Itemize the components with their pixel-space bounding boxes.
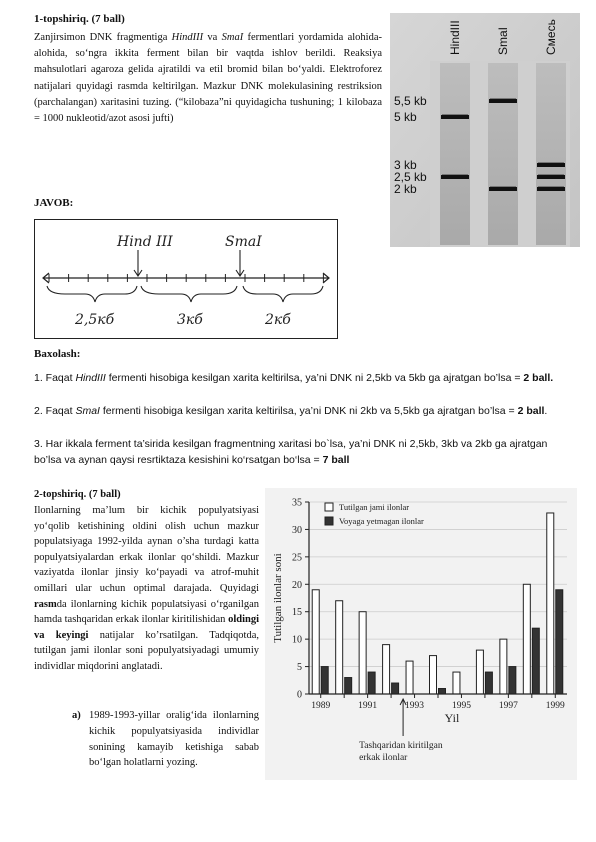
map-label-smai: SmaI [225, 234, 262, 250]
gel-band-shadow [442, 114, 468, 115]
legend-swatch [325, 503, 333, 511]
smai-cut-arrow-icon [236, 250, 244, 276]
bar-total-1991 [359, 612, 366, 694]
y-tick-label: 10 [292, 634, 302, 646]
bar-total-1996 [476, 650, 483, 694]
x-tick-label: 1989 [311, 701, 331, 711]
grading-criterion-2: 2. Faqat SmaI fermenti hisobiga kesilgan xarita keltirilsa, ya’ni DNK ni 2kb va 5,5kb ga ajratgan bo’lsa = 2 ball. [34, 405, 548, 417]
y-tick-label: 20 [292, 579, 302, 591]
y-tick-label: 35 [292, 497, 302, 509]
task2-text: Ilonlarning ma’lum bir kichik populyatsiyasi yo‘qolib ketishining oldini olish uchun mazkur populatsiyaga 1992-yilda aynan o’sha turdagi katta populyatsiyalardan erkak ilonlar qo‘shildi. Mazkur vaziyatda ilonlar jinsiy ko‘payadi va atrof-muhit omillari ular uchun optimal darajada. Quyidagi rasmda ilonlarning kichik populatsiyasi o‘rganilgan hamda tashqaridan erkak ilonlar kiritilishidan oldingi va keyingi natijalar ko’rsatilgan. Tadqiqotda, tutilgan jami ilonlar soni populyatsiyadagi umumiy individlar miqdorini anglatadi. [34, 505, 259, 672]
gel-size-label: 3 kb [394, 158, 417, 172]
grading-criterion-1: 1. Faqat HindIII fermenti hisobiga kesilgan xarita keltirilsa, ya’ni DNK ni 2,5kb va 5kb ga ajratgan bo’lsa = 2 ball. [34, 372, 554, 384]
brace-segment-3 [243, 286, 323, 302]
x-tick-label: 1995 [451, 701, 471, 711]
bar-juvenile-1997 [509, 667, 516, 694]
task1-text: Zanjirsimon DNK fragmentiga HindIII va SmaI fermentlari yordamida alohida- alohida, so‘ngra ikkita ferment bilan bir vaqtda ishlov berildi. Reaksiya mahsulotlari agaroza gelida ajratildi va etil bromid bilan bo‘yaldi. Elektroforez natijalari quyidagi rasmda keltirilgan. Mazkur DNK molekulasining restriksion (parchalangan) xaritasini tuzing. (“kilobaza”ni quyidagicha tushuning; 1 kilobaza = 1000 nukleotid/azot asosi jufti) [34, 32, 382, 125]
x-tick-label: 1991 [358, 701, 378, 711]
gel-electrophoresis-image [390, 13, 580, 247]
legend-swatch [325, 517, 333, 525]
map-label-hindiii: Hind III [117, 234, 173, 250]
bar-total-1995 [453, 672, 460, 694]
x-tick-label: 1999 [545, 701, 565, 711]
bar-total-1992 [383, 645, 390, 694]
gel-lane-2 [488, 63, 518, 245]
bar-total-1998 [523, 584, 530, 694]
y-axis-label: Tutilgan ilonlar soni [272, 553, 284, 643]
restriction-map [34, 219, 338, 339]
bar-total-1993 [406, 661, 413, 694]
annotation-line-2: erkak ilonlar [359, 753, 408, 763]
gel-size-label: 5 kb [394, 110, 417, 124]
bar-juvenile-1999 [556, 590, 563, 694]
segment-label-2: 3кб [177, 312, 203, 328]
answer-label: JAVOB: [34, 197, 74, 209]
gel-band [537, 163, 565, 167]
y-tick-label: 5 [297, 662, 302, 674]
bar-total-1997 [500, 639, 507, 694]
y-tick-label: 30 [292, 524, 302, 536]
hindiii-cut-arrow-icon [134, 250, 142, 276]
legend-label: Voyaga yetmagan ilonlar [339, 516, 424, 526]
gel-size-label: 2,5 kb [394, 170, 427, 184]
x-tick-label: 1997 [498, 701, 518, 711]
snake-population-chart [265, 488, 577, 780]
gel-lane-3 [536, 63, 566, 245]
grading-criterion-3: 3. Har ikkala ferment ta’sirida kesilgan fragmentning xaritasi bo`lsa, ya’ni DNK ni 2,5kb, 3kb va 2kb ga ajratgan bo’lsa va aynan qaysi resrtiktaza kesishini ko‘rsatgan bo‘lsa = 7 ball [34, 438, 548, 466]
gel-lane-label: HindIII [448, 20, 462, 55]
y-tick-label: 0 [297, 689, 302, 701]
brace-segment-2 [141, 286, 237, 302]
gel-band-shadow [442, 174, 468, 175]
bar-juvenile-1998 [532, 628, 539, 694]
gel-band-shadow [538, 174, 564, 175]
gel-band-shadow [538, 186, 564, 187]
bar-total-1989 [312, 590, 319, 694]
gel-band [441, 175, 469, 179]
gel-band-shadow [490, 186, 516, 187]
segment-label-3: 2кб [265, 312, 291, 328]
gel-size-label: 5,5 kb [394, 94, 427, 108]
bar-total-1994 [430, 656, 437, 694]
x-axis-label: Yil [444, 711, 460, 725]
bar-juvenile-1991 [368, 672, 375, 694]
segment-label-1: 2,5кб [75, 312, 115, 328]
question-a [72, 708, 262, 771]
brace-segment-1 [47, 286, 137, 302]
annotation-line-1: Tashqaridan kiritilgan [359, 741, 443, 751]
gel-lane-1 [440, 63, 470, 245]
gel-band-shadow [490, 98, 516, 99]
bar-juvenile-1994 [439, 689, 446, 694]
question-a-label: a) [72, 710, 81, 721]
gel-lane-label: Смесь [544, 19, 558, 55]
question-a-text: 1989-1993-yillar oralig‘ida ilonlarning kichik populyatsiyasida individlar sonining kamayib ketishiga sabab bo‘lgan holatlarni yozing. [89, 710, 259, 769]
bar-total-1990 [336, 601, 343, 694]
gel-band [537, 187, 565, 191]
y-tick-label: 25 [292, 552, 302, 564]
gel-band [489, 187, 517, 191]
gel-band [489, 99, 517, 103]
gel-size-label: 2 kb [394, 182, 417, 196]
bar-total-1999 [547, 513, 554, 694]
grading-title: Baxolash: [34, 348, 81, 360]
y-tick-label: 15 [292, 607, 302, 619]
gel-band [441, 115, 469, 119]
gel-band [537, 175, 565, 179]
bar-juvenile-1990 [345, 678, 352, 694]
bar-juvenile-1992 [392, 683, 399, 694]
x-tick-label: 1993 [405, 701, 425, 711]
legend-label: Tutilgan jami ilonlar [339, 502, 410, 512]
task2-title: 2-topshiriq. (7 ball) [34, 489, 121, 500]
gel-lane-label: SmaI [496, 26, 510, 55]
bar-juvenile-1989 [321, 667, 328, 694]
bar-juvenile-1996 [485, 672, 492, 694]
gel-band-shadow [538, 162, 564, 163]
task1-title: 1-topshiriq. (7 ball) [34, 13, 125, 25]
